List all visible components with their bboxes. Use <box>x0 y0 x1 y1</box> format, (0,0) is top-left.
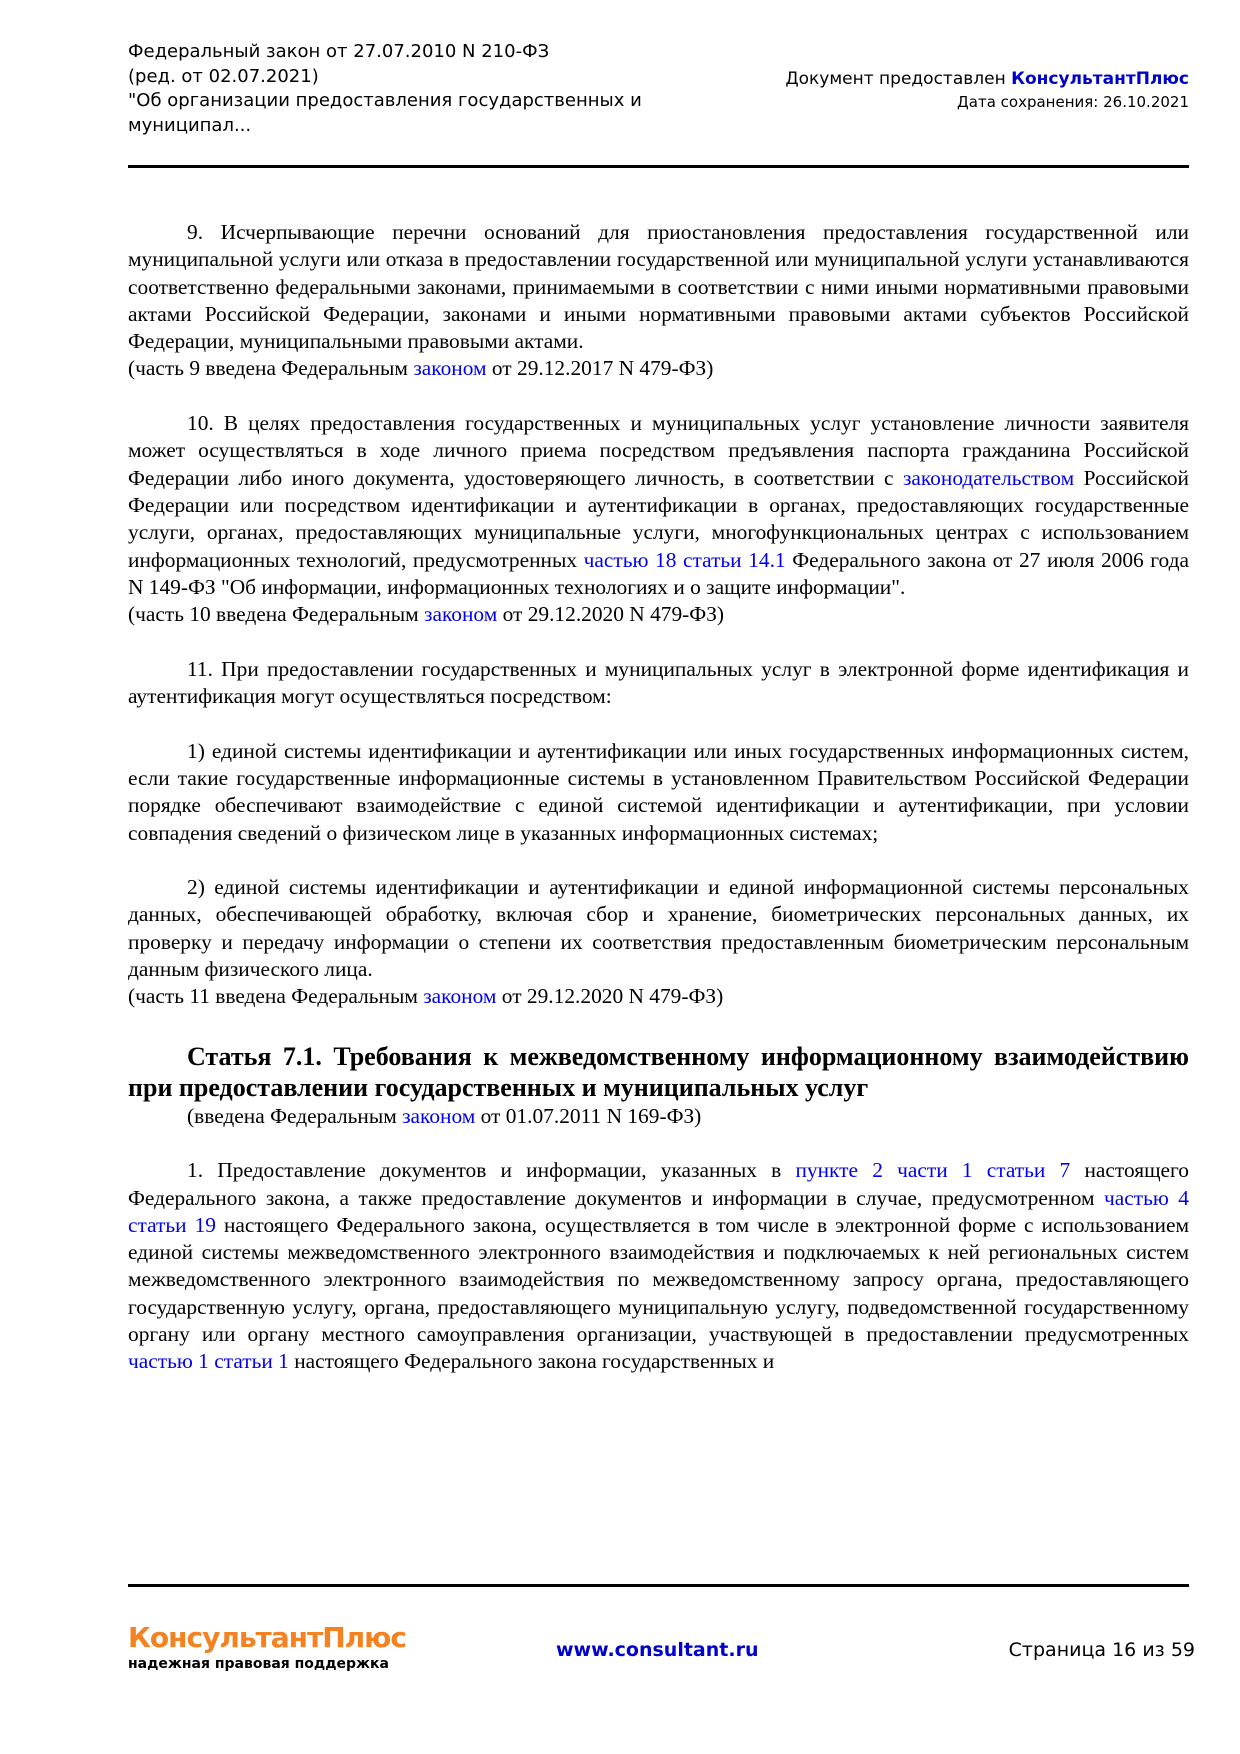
text-segment: 9. Исчерпывающие перечни оснований для приостановления предоставления государственной или муниципальной услуги или отказа в предоставлении государственной или муниципальной услуги устанавливаются соответственно федеральными законами, принимаемыми в соответствии с ними иными нормативными правовыми актами Российской Федерации, законами и иными нормативными правовыми актами субъектов Российской Федерации, муниципальными правовыми актами. <box>128 220 1189 354</box>
text-segment: от 29.12.2017 N 479-ФЗ) <box>486 356 714 381</box>
page-current: 16 <box>1112 1639 1137 1661</box>
doc-title-line: Федеральный закон от 27.07.2010 N 210-ФЗ <box>128 41 550 62</box>
page-sep: из <box>1136 1639 1171 1661</box>
provider-brand: КонсультантПлюс <box>1011 69 1189 89</box>
law-reference-link[interactable]: пункте 2 части 1 статьи 7 <box>795 1158 1071 1183</box>
law-reference-link[interactable]: частью 1 статьи 1 <box>128 1349 289 1374</box>
text-segment: настоящего Федерального закона государственных и <box>288 1349 775 1374</box>
text-segment: 1. Предоставление документов и информации, указанных в <box>187 1158 796 1183</box>
page-total: 59 <box>1170 1639 1195 1661</box>
law-reference-link[interactable]: законом <box>424 602 498 627</box>
text-segment: 1) единой системы идентификации и аутентификации или иных государственных информационных систем, если такие государственные информационные системы в установленном Правительством Российской Федерации порядке обеспечивают взаимодействие с единой системой идентификации и аутентификации, при условии совпадения сведений о физическом лице в указанных информационных системах; <box>128 738 1189 845</box>
footer-brand: КонсультантПлюс <box>128 1621 406 1654</box>
text-segment: от 29.12.2020 N 479-ФЗ) <box>496 984 724 1009</box>
text-segment: (часть 10 введена Федеральным <box>128 602 425 627</box>
amendment-note <box>128 983 1189 1010</box>
law-reference-link[interactable]: законом <box>402 1103 476 1128</box>
footer-logo <box>128 1622 406 1674</box>
text-segment: (введена Федеральным <box>187 1103 403 1128</box>
save-date: Дата сохранения: 26.10.2021 <box>957 93 1189 111</box>
provided-by-label: Документ предоставлен <box>785 69 1012 89</box>
provider-info <box>785 68 1189 114</box>
doc-title-line: муниципал... <box>128 114 252 136</box>
text-segment: 11. При предоставлении государственных и муниципальных услуг в электронной форме идентификация и аутентификация могут осуществляться посредством: <box>128 656 1189 709</box>
law-reference-link[interactable]: законом <box>423 984 497 1009</box>
text-segment: Статья 7.1. Требования к межведомственному информационному взаимодействию при предоставлении государственных и муниципальных услуг <box>128 1041 1189 1102</box>
paragraph <box>128 410 1189 601</box>
doc-title-line: (ред. от 02.07.2021) <box>128 65 319 87</box>
text-segment: от 29.12.2020 N 479-ФЗ) <box>497 602 725 627</box>
law-reference-link[interactable]: частью 18 статьи 14.1 <box>583 547 786 572</box>
law-reference-link[interactable]: законом <box>413 356 487 381</box>
header-divider <box>128 165 1189 168</box>
paragraph <box>128 1157 1189 1375</box>
document-title <box>128 40 642 138</box>
text-segment: 2) единой системы идентификации и аутентификации и единой информационной системы персональных данных, обеспечивающей обработку, включая сбор и хранение, биометрических персональных данных, их проверку и передачу информации о степени их соответствия предоставленным биометрическим персональным данным физического лица. <box>128 875 1189 982</box>
article-heading <box>128 1041 1189 1103</box>
text-segment: (часть 11 введена Федеральным <box>128 984 424 1009</box>
paragraph <box>128 219 1189 355</box>
paragraph <box>128 874 1189 983</box>
amendment-note <box>128 601 1189 628</box>
amendment-note <box>128 355 1189 382</box>
text-segment: от 01.07.2011 N 169-ФЗ) <box>475 1103 702 1128</box>
text-segment: настоящего Федерального закона, а также предоставление документов и информации в случае, предусмотренном <box>128 1158 1189 1210</box>
text-segment: Российской Федерации или посредством идентификации и аутентификации в органах, предоставляющих государственные услуги, органах, предоставляющих муниципальные услуги, многофункциональных центрах с использованием информационных технологий, предусмотренных <box>128 465 1189 572</box>
page-label: Страница <box>1008 1639 1113 1661</box>
doc-title-line: "Об организации предоставления государственных и <box>128 90 642 111</box>
footer-divider <box>128 1584 1189 1587</box>
text-segment: 10. В целях предоставления государственных и муниципальных услуг установление личности заявителя может осуществляться в ходе личного приема посредством предъявления паспорта гражданина Российской Федерации либо иного документа, удостоверяющего личность, в соответствии с <box>128 411 1189 490</box>
paragraph <box>128 656 1189 711</box>
document-body <box>128 219 1189 1376</box>
footer-website-link[interactable]: www.consultant.ru <box>556 1639 759 1661</box>
page-counter <box>1009 1638 1195 1662</box>
heading-note <box>128 1103 1189 1130</box>
footer-tagline: надежная правовая поддержка <box>128 1656 389 1672</box>
law-reference-link[interactable]: законодательством <box>902 465 1075 490</box>
text-segment: настоящего Федерального закона, осуществляется в том числе в электронной форме с использованием единой системы межведомственного электронного взаимодействия и подключаемых к ней региональных систем межведомственного электронного взаимодействия по межведомственному запросу органа, предоставляющего государственную услугу, органа, предоставляющего муниципальную услугу, подведомственной государственному органу или органу местного самоуправления организации, участвующей в предоставлении предусмотренных <box>128 1212 1190 1346</box>
paragraph <box>128 738 1189 847</box>
text-segment: Федерального закона от 27 июля 2006 года N 149-ФЗ "Об информации, информационных технологиях и о защите информации". <box>128 547 1189 599</box>
text-segment: (часть 9 введена Федеральным <box>128 356 414 381</box>
law-reference-link[interactable]: частью 4 статьи 19 <box>128 1185 1189 1237</box>
